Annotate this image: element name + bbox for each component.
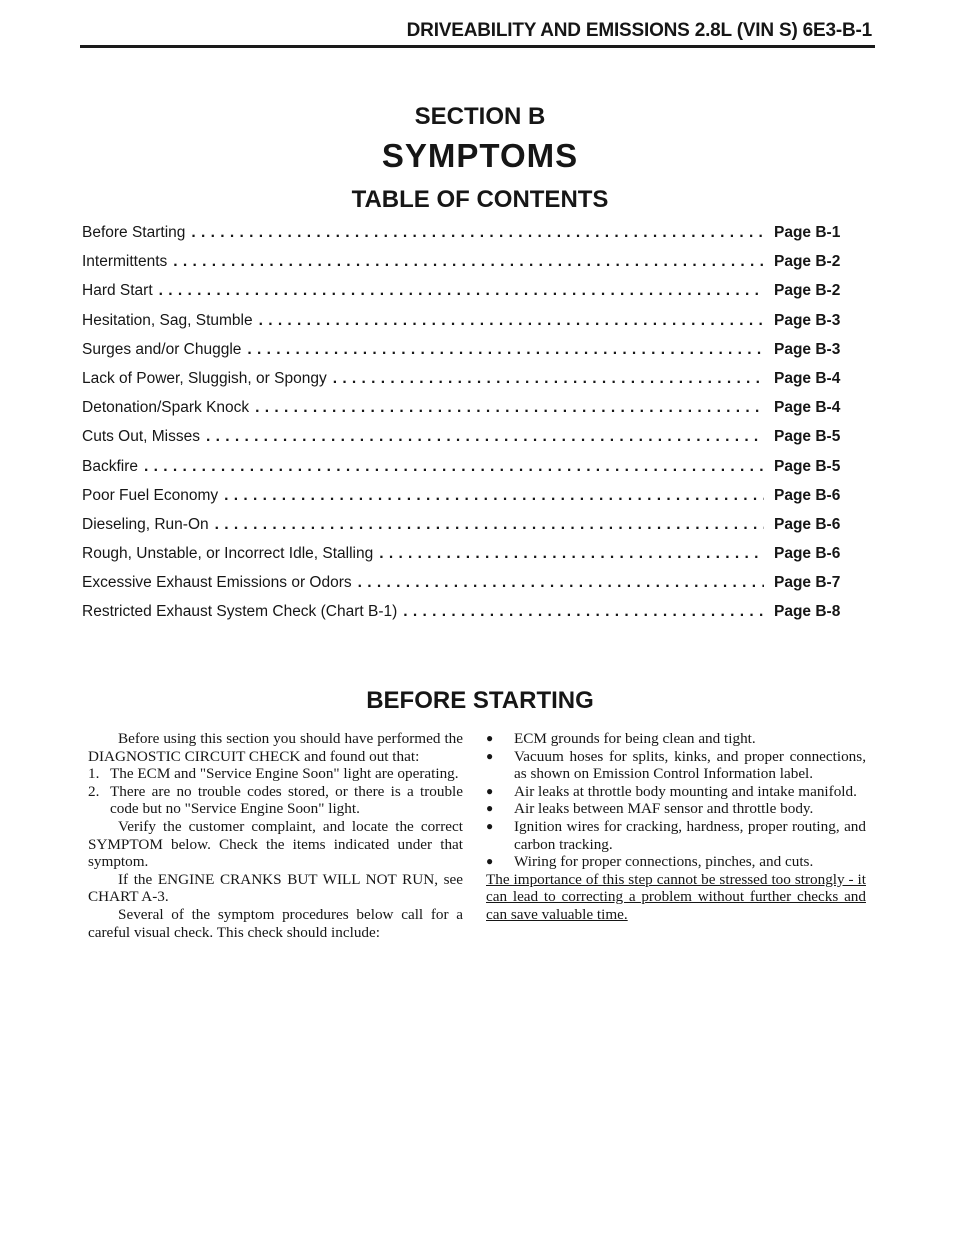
toc-entry-page: Page B-5 [774, 428, 841, 446]
toc-entry-title: Backfire [82, 457, 138, 475]
numbered-item [88, 765, 463, 783]
toc-entry-title: Cuts Out, Misses [82, 428, 200, 446]
section-label: SECTION B [414, 103, 546, 130]
toc-entry-page: Page B-2 [774, 282, 841, 300]
cranks-paragraph: If the ENGINE CRANKS BUT WILL NOT RUN, see CHART A-3. [88, 870, 463, 906]
intro-paragraph: Before using this section you should have performed the DIAGNOSTIC CIRCUIT CHECK and found out that: [88, 730, 463, 765]
toc-entry[interactable] [82, 224, 842, 253]
toc-entry[interactable] [82, 487, 842, 516]
item-text: There are no trouble codes stored, or there is a trouble code but no "Service Engine Soon" light. [110, 782, 463, 818]
check-item [486, 853, 866, 871]
toc-entry-title: Poor Fuel Economy [82, 486, 219, 504]
item-number: 2. [88, 782, 100, 800]
item-number: 1. [88, 765, 100, 783]
toc-entry-title: Lack of Power, Sluggish, or Spongy [82, 369, 327, 387]
toc-entry[interactable] [82, 370, 842, 399]
toc-entry[interactable] [82, 312, 842, 341]
bullet-icon: ● [486, 818, 494, 833]
toc-leader-dots [144, 458, 764, 476]
check-item-text: Wiring for proper connections, pinches, and cuts. [514, 853, 814, 871]
toc-entry[interactable] [82, 341, 842, 370]
toc-entry[interactable] [82, 516, 842, 545]
toc-entry-title: Detonation/Spark Knock [82, 399, 250, 417]
toc-entry-page: Page B-6 [774, 545, 841, 563]
verify-paragraph: Verify the customer complaint, and locate the correct SYMPTOM below. Check the items indicated under that symptom. [88, 817, 463, 871]
toc-leader-dots [333, 370, 764, 388]
check-item [486, 818, 866, 853]
toc-leader-dots [224, 487, 764, 505]
check-item-text: Ignition wires for cracking, hardness, proper routing, and carbon tracking. [514, 817, 866, 853]
toc-entry-page: Page B-3 [774, 340, 841, 358]
bullet-icon: ● [486, 748, 494, 763]
toc-entry-title: Hesitation, Sag, Stumble [82, 311, 253, 329]
toc-entry-title: Hard Start [82, 282, 153, 300]
item-text: The ECM and "Service Engine Soon" light are operating. [110, 765, 459, 783]
section-title: SYMPTOMS [381, 137, 579, 174]
toc-leader-dots [403, 603, 764, 621]
toc-entry-page: Page B-7 [774, 574, 841, 592]
toc-leader-dots [159, 282, 764, 300]
toc-entry[interactable] [82, 428, 842, 457]
check-item [486, 783, 866, 801]
toc-entry-page: Page B-4 [774, 369, 841, 387]
toc-entry-page: Page B-6 [774, 515, 841, 533]
check-item [486, 730, 866, 748]
check-item-text: ECM grounds for being clean and tight. [514, 730, 756, 747]
before-starting-heading: BEFORE STARTING [366, 687, 594, 714]
toc-entry[interactable] [82, 603, 842, 632]
visual-check-list [486, 730, 866, 871]
bullet-icon: ● [486, 731, 494, 745]
toc-entry[interactable] [82, 282, 842, 311]
check-item [486, 748, 866, 783]
bullet-icon: ● [486, 854, 494, 869]
toc-entry-title: Dieseling, Run-On [82, 515, 209, 533]
left-column [88, 730, 463, 941]
toc-entry-title: Before Starting [82, 224, 186, 241]
toc-heading: TABLE OF CONTENTS [351, 186, 609, 213]
bullet-icon: ● [486, 783, 494, 798]
table-of-contents [82, 224, 842, 633]
toc-leader-dots [173, 253, 764, 271]
check-item-text: Vacuum hoses for splits, kinks, and proper connections, as shown on Emission Control Information label. [514, 747, 866, 783]
toc-leader-dots [247, 341, 764, 359]
toc-entry[interactable] [82, 399, 842, 428]
toc-entry[interactable] [82, 458, 842, 487]
toc-leader-dots [259, 312, 764, 330]
toc-entry[interactable] [82, 545, 842, 574]
check-item [486, 800, 866, 818]
toc-entry-title: Excessive Exhaust Emissions or Odors [82, 574, 352, 592]
running-head: DRIVEABILITY AND EMISSIONS 2.8L (VIN S) 6E3-B-1 [406, 20, 872, 41]
toc-entry[interactable] [82, 574, 842, 603]
check-item-text: Air leaks between MAF sensor and throttle body. [514, 800, 814, 818]
toc-entry-page: Page B-1 [774, 224, 841, 241]
toc-leader-dots [191, 224, 764, 242]
emphasis-paragraph: The importance of this step cannot be stressed too strongly - it can lead to correcting a problem without further checks and can save valuable time. [486, 870, 866, 923]
header-rule [80, 45, 875, 48]
toc-leader-dots [358, 574, 764, 592]
toc-leader-dots [206, 428, 764, 446]
toc-entry-page: Page B-2 [774, 253, 841, 271]
toc-entry-page: Page B-8 [774, 603, 841, 621]
toc-entry-title: Surges and/or Chuggle [82, 340, 242, 358]
toc-entry-title: Intermittents [82, 253, 168, 271]
toc-entry-page: Page B-6 [774, 486, 841, 504]
toc-entry-title: Rough, Unstable, or Incorrect Idle, Stalling [82, 545, 374, 563]
toc-leader-dots [215, 516, 764, 534]
toc-entry-page: Page B-3 [774, 311, 841, 329]
toc-entry-page: Page B-4 [774, 399, 841, 417]
toc-leader-dots [379, 545, 764, 563]
toc-entry[interactable] [82, 253, 842, 282]
numbered-item [88, 783, 463, 818]
toc-leader-dots [255, 399, 764, 417]
bullet-icon: ● [486, 801, 494, 816]
visual-check-paragraph: Several of the symptom procedures below call for a careful visual check. This check should include: [88, 905, 463, 941]
right-column [486, 730, 866, 924]
toc-entry-page: Page B-5 [774, 457, 841, 475]
toc-entry-title: Restricted Exhaust System Check (Chart B-1) [82, 603, 398, 621]
check-item-text: Air leaks at throttle body mounting and intake manifold. [514, 782, 857, 800]
